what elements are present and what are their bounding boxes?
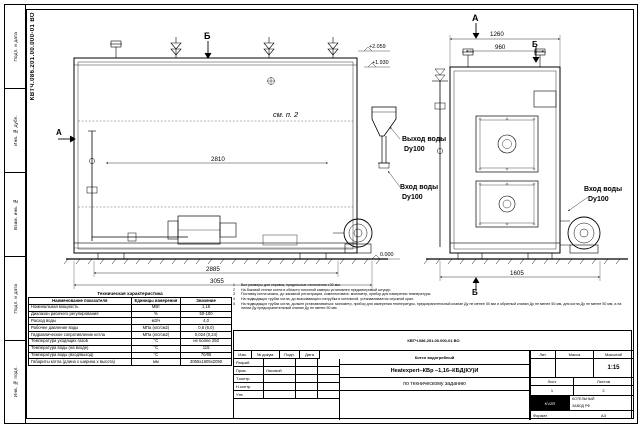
margin-label-1: Инв. № дубл. [13,115,18,146]
company-line2: ЗАВОД РФ [572,404,591,408]
role-tkontr: Т.контр. [234,375,264,383]
role-nkontr: Н.контр. [234,383,264,391]
dim-3055: 3055 [210,278,224,285]
spec-header-2: Значение [181,298,232,305]
table-row [29,345,232,352]
margin-box-0 [5,5,26,89]
spec-cell-name: Температура уходящих газов [29,338,132,345]
spec-cell-unit: м3/ч [131,318,181,325]
spec-cell-unit: °С [131,338,181,345]
name-utv [264,391,296,399]
table-row [29,325,232,332]
role-razrab: Разраб. [234,359,264,367]
note-text: Все размеры для справок, предельные отклонения ±30 мм. [241,283,341,287]
margin-box-2 [5,173,26,257]
sheet-label: Лист [530,378,574,386]
date-tkontr [318,375,340,383]
margin-label-3: Подп. и дата [13,283,18,314]
sheets-value: 2 [574,386,633,396]
company-logo: KVZR [530,396,570,410]
note-item: 1 Все размеры для справок, предельные отклонения ±30 мм. [233,283,632,287]
rev-header-izm: Изм. [234,351,252,359]
table-row [29,359,232,366]
date-razrab [318,359,340,367]
table-row [29,352,232,359]
sheet-value: 1 [530,386,574,396]
product-name-line2: Heatexpert–КВр –1,16–КБД(КУ)И [340,365,530,378]
note-text: На подводящих трубах котла, до всасывающего патрубка в котельной, устанавливается спускной кран. [241,296,414,301]
spec-cell-value: 0,6 (6,0) [181,325,232,332]
mass-label: Масса [556,351,594,359]
spec-cell-unit: мм [131,359,181,366]
spec-cell-value: 50-100 [181,311,232,318]
margin-box-1 [5,89,26,173]
lit-value [530,359,556,378]
dim-960: 960 [495,44,506,51]
section-label-b-left: Б [204,31,211,41]
role-prov: Пров. [234,367,264,375]
spec-cell-value: 70/95 [181,352,232,359]
name-tkontr [264,375,296,383]
sheet-top-designation: КВТЧ.086.201.00.000-01 ВО [30,12,36,101]
spec-cell-unit: МВт [131,304,181,311]
note-item: 3 Поставку котла можно, до заказной регистрации, комплектовать: монометр, прибор для измерения температуры. [233,292,632,296]
sheets-label: Листов [574,378,633,386]
spec-cell-value: 0,024 (0,24) [181,332,232,339]
water-outlet-dn: Dу100 [404,146,425,153]
notes-block [233,283,632,327]
date-nkontr [318,383,340,391]
section-label-a-left: А [56,128,62,137]
table-row [29,311,232,318]
spec-cell-value: 115 [181,345,232,352]
rev-header-doc: № докум. [252,351,280,359]
spec-cell-name: Гидравлическое сопротивление котла [29,332,132,339]
spec-cell-name: Расход воды [29,318,132,325]
company-line1: КОТЕЛЬНЫЙ [572,397,595,401]
scale-label: Масштаб [594,351,633,359]
elev-1930: +1.930 [372,60,389,66]
note-item: 5 На подводящих трубах котла, должен устанавливаться: монометр, прибор для измерения температуры, предохранительный клапан Ду не менее 50 мм и обратный клапан Ду не менее 50 мм, для котла Ду не менее 50 мм, а на линии Ду предохранительный клапан Ду не менее 50 мм. [233,302,632,310]
name-prov: Лисовой [264,367,296,375]
spec-cell-value: 1,16 [181,304,232,311]
mass-value [556,359,594,378]
note-item: 2 На боковой стенке котла в области топочной камеры установлен предсмотровый штуцер. [233,288,632,292]
spec-cell-unit: °С [131,345,181,352]
table-row [29,338,232,345]
sign-razrab [296,359,318,367]
margin-box-3 [5,257,26,341]
spec-header-1: Единицы измерения [131,298,181,305]
spec-cell-name: Габариты котла (длина х ширина х высота) [29,359,132,366]
product-name-line3: по техническому заданию [340,378,530,390]
spec-header-0: Наименование показателя [29,298,132,305]
scale-value: 1:15 [594,359,633,378]
format-label: Формат [530,410,574,420]
rev-header-sign: Подп. [280,351,300,359]
elev-0000: 0.000 [380,252,394,258]
sign-nkontr [296,383,318,391]
water-inlet-dn-left: Dу100 [402,194,423,201]
spec-cell-value: 4,0 [181,318,232,325]
margin-label-2: Взам. инв. № [13,199,18,230]
dim-1605: 1605 [510,270,524,277]
rev-header-date: Дата [300,351,320,359]
lit-label: Лит. [530,351,556,359]
margin-label-4: Инв. № подл. [13,366,18,398]
spec-cell-unit: МПа (кгс/см2) [131,325,181,332]
water-inlet-label-right: Вход воды [584,186,623,193]
sign-prov [296,367,318,375]
note-text: На боковой стенке котла в области топочной камеры установлен предсмотровый штуцер. [241,287,392,292]
water-inlet-label-left: Вход воды [400,184,439,191]
section-label-b-bottom: Б [472,288,478,297]
name-nkontr [264,383,296,391]
spec-table-title: Техническая характеристика [97,291,163,296]
sign-utv [296,391,318,399]
title-block [233,330,632,419]
company-block [340,390,530,420]
spec-table [28,297,232,366]
note-text: На подводящих трубах котла, должен устанавливаться: монометр, прибор для измерения температуры, предохранительный клапан Ду не менее 50 мм и обратный клапан Ду не менее 50 мм, для котла Ду не менее 50 мм, а на линии Ду предохранительный клапан Ду не менее 50 мм. [241,301,622,310]
table-row [29,304,232,311]
spec-cell-unit: МПа (кгс/см2) [131,332,181,339]
table-row [29,332,232,339]
note-text: Поставку котла можно, до заказной регистрации, комплектовать: монометр, прибор для измерения температуры. [241,292,432,297]
product-name-line1: Котел водогрейный [340,351,530,365]
dim-2885: 2885 [206,266,220,273]
format-value: А3 [574,410,633,420]
sign-tkontr [296,375,318,383]
note-item: 4 На подводящих трубах котла, до всасывающего патрубка в котельной, устанавливается спускной кран. [233,297,632,301]
spec-header-row [29,298,232,305]
spec-cell-value: не более 250 [181,338,232,345]
water-outlet-label: Выход воды [402,136,447,143]
spec-cell-name: Температура воды (вход/выход) [29,352,132,359]
drawing-designation: КВТЧ.086.201.00.000-01 ВО [234,331,633,351]
dim-1260: 1260 [490,31,504,38]
margin-label-0: Подп. и дата [13,31,18,62]
title-block-spare [234,399,340,420]
left-margin-column [5,5,26,423]
elev-2059: +2.059 [369,44,386,50]
spec-cell-name: Диапазон рабочего регулирования [29,311,132,318]
spec-cell-unit: °С [131,352,181,359]
drawing-area [28,11,632,297]
spec-cell-value: 3055х1605х2050 [181,359,232,366]
spec-cell-name: Рабочее давление воды [29,325,132,332]
date-utv [318,391,340,399]
section-label-b-top: Б [532,40,538,49]
spec-cell-unit: % [131,311,181,318]
water-inlet-dn-right: Dу100 [588,196,609,203]
spec-cell-name: Температура воды (на входе) [29,345,132,352]
margin-box-4 [5,341,26,423]
role-utv: Утв. [234,391,264,399]
dim-2810: 2810 [211,156,225,163]
section-label-a-top: А [472,13,479,23]
table-row [29,318,232,325]
date-prov [318,367,340,375]
see-note-text: см. п. 2 [273,110,299,119]
spec-cell-name: Номинальная мощность [29,304,132,311]
name-razrab [264,359,296,367]
